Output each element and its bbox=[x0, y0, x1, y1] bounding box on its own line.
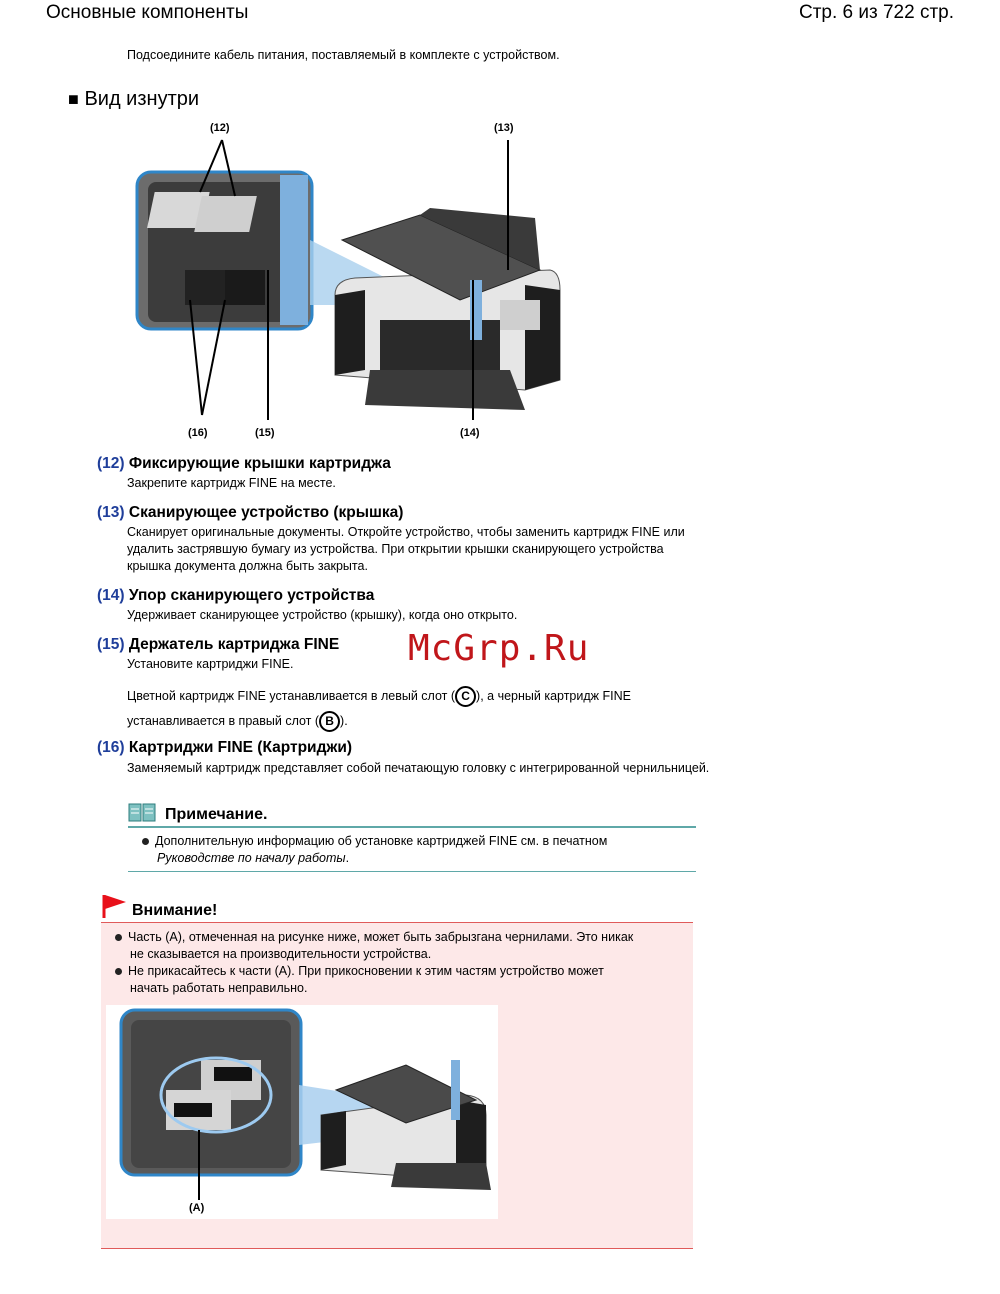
warning-figure bbox=[106, 1005, 498, 1219]
note-body: Дополнительную информацию об установке картриджей FINE см. в печатном Руководстве по началу работы. bbox=[142, 833, 607, 867]
item-15-title: (15) Держатель картриджа FINE bbox=[97, 636, 340, 653]
warning-title: Внимание! bbox=[132, 902, 218, 919]
label-a: (A) bbox=[189, 1202, 205, 1214]
warning-body: Часть (A), отмеченная на рисунке ниже, может быть забрызгана чернилами. Это никак не сказывается на производительности устройства. Не прикасайтесь к части (A). При прикосновении к этим частям устройство может начать работать неправильно. bbox=[115, 929, 633, 997]
color-slot-icon: C bbox=[455, 686, 476, 707]
item-16-title: (16) Картриджи FINE (Картриджи) bbox=[97, 739, 353, 756]
cartridge-illustration bbox=[106, 1005, 498, 1219]
slot-text-1: Цветной картридж FINE устанавливается в левый слот ( C ), а черный картридж FINE bbox=[127, 686, 631, 707]
item-12-desc: Закрепите картридж FINE на месте. bbox=[127, 476, 336, 490]
square-bullet-icon: ■ bbox=[68, 89, 79, 109]
section-title: Вид изнутри bbox=[84, 88, 200, 110]
intro-text: Подсоедините кабель питания, поставляемый в комплекте с устройством. bbox=[127, 48, 560, 62]
item-16-desc: Заменяемый картридж представляет собой печатающую головку с интегрированной чернильницей. bbox=[127, 761, 710, 775]
note-book-icon bbox=[128, 803, 156, 828]
label-13: (13) bbox=[494, 122, 514, 134]
note-divider-bottom bbox=[128, 871, 696, 872]
item-13-title: (13) Сканирующее устройство (крышка) bbox=[97, 504, 404, 521]
note-title: Примечание. bbox=[165, 806, 268, 823]
section-heading bbox=[68, 88, 199, 111]
note-divider-top bbox=[128, 826, 696, 828]
item-12-title: (12) Фиксирующие крышки картриджа bbox=[97, 455, 391, 472]
label-16: (16) bbox=[188, 427, 208, 439]
bullet-icon bbox=[142, 838, 149, 845]
printer-illustration bbox=[130, 120, 570, 450]
page-indicator: Стр. 6 из 722 стр. bbox=[798, 2, 954, 23]
bullet-icon bbox=[115, 968, 122, 975]
warning-flag-icon bbox=[101, 893, 127, 924]
label-12: (12) bbox=[210, 122, 230, 134]
item-13-desc: Сканирует оригинальные документы. Откройте устройство, чтобы заменить картридж FINE или удалить застрявшую бумагу из устройства. При открытии крышки сканирующего устройства крышка документа должна быть закрыта. bbox=[127, 525, 685, 573]
black-slot-icon: B bbox=[319, 711, 340, 732]
label-14: (14) bbox=[460, 427, 480, 439]
item-15-desc: Установите картриджи FINE. bbox=[127, 657, 294, 671]
bullet-icon bbox=[115, 934, 122, 941]
label-15: (15) bbox=[255, 427, 275, 439]
item-14-desc: Удерживает сканирующее устройство (крышку), когда оно открыто. bbox=[127, 608, 518, 622]
manual-link-text: Руководстве по началу работы bbox=[157, 851, 346, 865]
watermark: McGrp.Ru bbox=[408, 628, 590, 669]
inside-view-figure bbox=[130, 120, 570, 450]
header-title: Основные компоненты bbox=[46, 2, 249, 23]
slot-text-2: устанавливается в правый слот ( B ). bbox=[127, 711, 348, 732]
item-14-title: (14) Упор сканирующего устройства bbox=[97, 587, 375, 604]
